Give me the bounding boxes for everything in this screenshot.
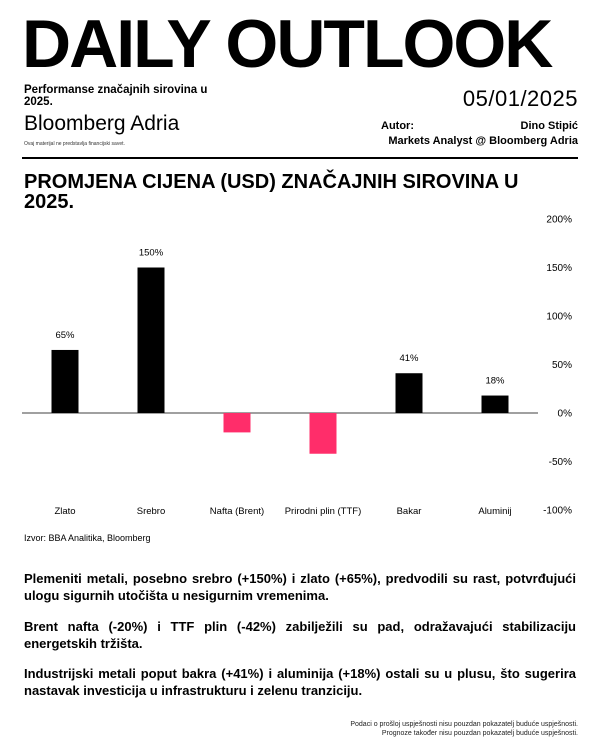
chart-source: Izvor: BBA Analitika, Bloomberg: [24, 533, 151, 543]
bar: [310, 413, 337, 454]
data-label: 41%: [399, 353, 419, 365]
bar: [52, 350, 79, 413]
brand-disclaimer: Ovaj materijal ne predstavlja financijski savet.: [24, 141, 125, 147]
report-date: 05/01/2025: [462, 86, 578, 111]
bar: [396, 373, 423, 413]
y-tick-label: 150%: [546, 263, 572, 274]
footer-disclaimer: [350, 720, 578, 738]
report-subtitle: Performanse značajnih sirovina u 2025.: [24, 84, 208, 108]
masthead-title: DAILY OUTLOOK: [22, 6, 552, 82]
x-tick-label: Bakar: [396, 506, 422, 517]
x-tick-label: Prirodni plin (TTF): [284, 506, 362, 517]
footer-disclaimer-line-2: Prognoze također nisu pouzdan pokazatelj buduće uspješnosti.: [381, 730, 578, 737]
data-label: 65%: [55, 329, 75, 341]
summary-paragraph-precious-metals: Plemeniti metali, posebno srebro (+150%) i zlato (+65%), predvodili su rast, potvrđujući ulogu sigurnih utočišta u nesigurnim vremenima.: [24, 571, 576, 603]
brand-logo: Bloomberg Adria: [24, 112, 180, 135]
bar: [224, 413, 251, 432]
y-tick-label: 0%: [557, 408, 572, 420]
data-label: 150%: [138, 247, 164, 259]
summary-paragraph-industrial-metals: Industrijski metali poput bakra (+41%) i aluminija (+18%) ostali su u plusu, što sugerira nastavak investicija u infrastrukturu i zelenu tranziciju.: [24, 666, 576, 698]
bar: [482, 396, 509, 413]
bar: [138, 268, 165, 414]
footer-disclaimer-line-1: Podaci o prošloj uspješnosti nisu pouzdan pokazatelj buduće uspješnosti.: [350, 721, 578, 728]
data-label: 18%: [485, 375, 505, 387]
header-divider: [22, 157, 578, 159]
author-row: [381, 120, 578, 132]
author-title: Markets Analyst @ Bloomberg Adria: [388, 135, 578, 147]
y-tick-label: -100%: [543, 505, 572, 517]
summary-paragraph-energy: Brent nafta (-20%) i TTF plin (-42%) zabilježili su pad, odražavajući stabilizaciju energetskih tržišta.: [24, 619, 576, 651]
bar-chart: [0, 200, 600, 525]
y-tick-label: 50%: [551, 360, 572, 371]
y-tick-label: -50%: [548, 457, 572, 468]
y-tick-label: 100%: [546, 311, 572, 323]
y-tick-label: 200%: [546, 214, 572, 226]
x-tick-label: Nafta (Brent): [209, 506, 265, 517]
author-label: Autor:: [381, 120, 414, 132]
author-name: Dino Stipić: [520, 120, 578, 132]
x-tick-label: Zlato: [54, 506, 76, 517]
chart-title: PROMJENA CIJENA (USD) ZNAČAJNIH SIROVINA U 2025.: [24, 171, 519, 213]
x-tick-label: Aluminij: [478, 506, 512, 517]
x-tick-label: Srebro: [136, 506, 166, 517]
